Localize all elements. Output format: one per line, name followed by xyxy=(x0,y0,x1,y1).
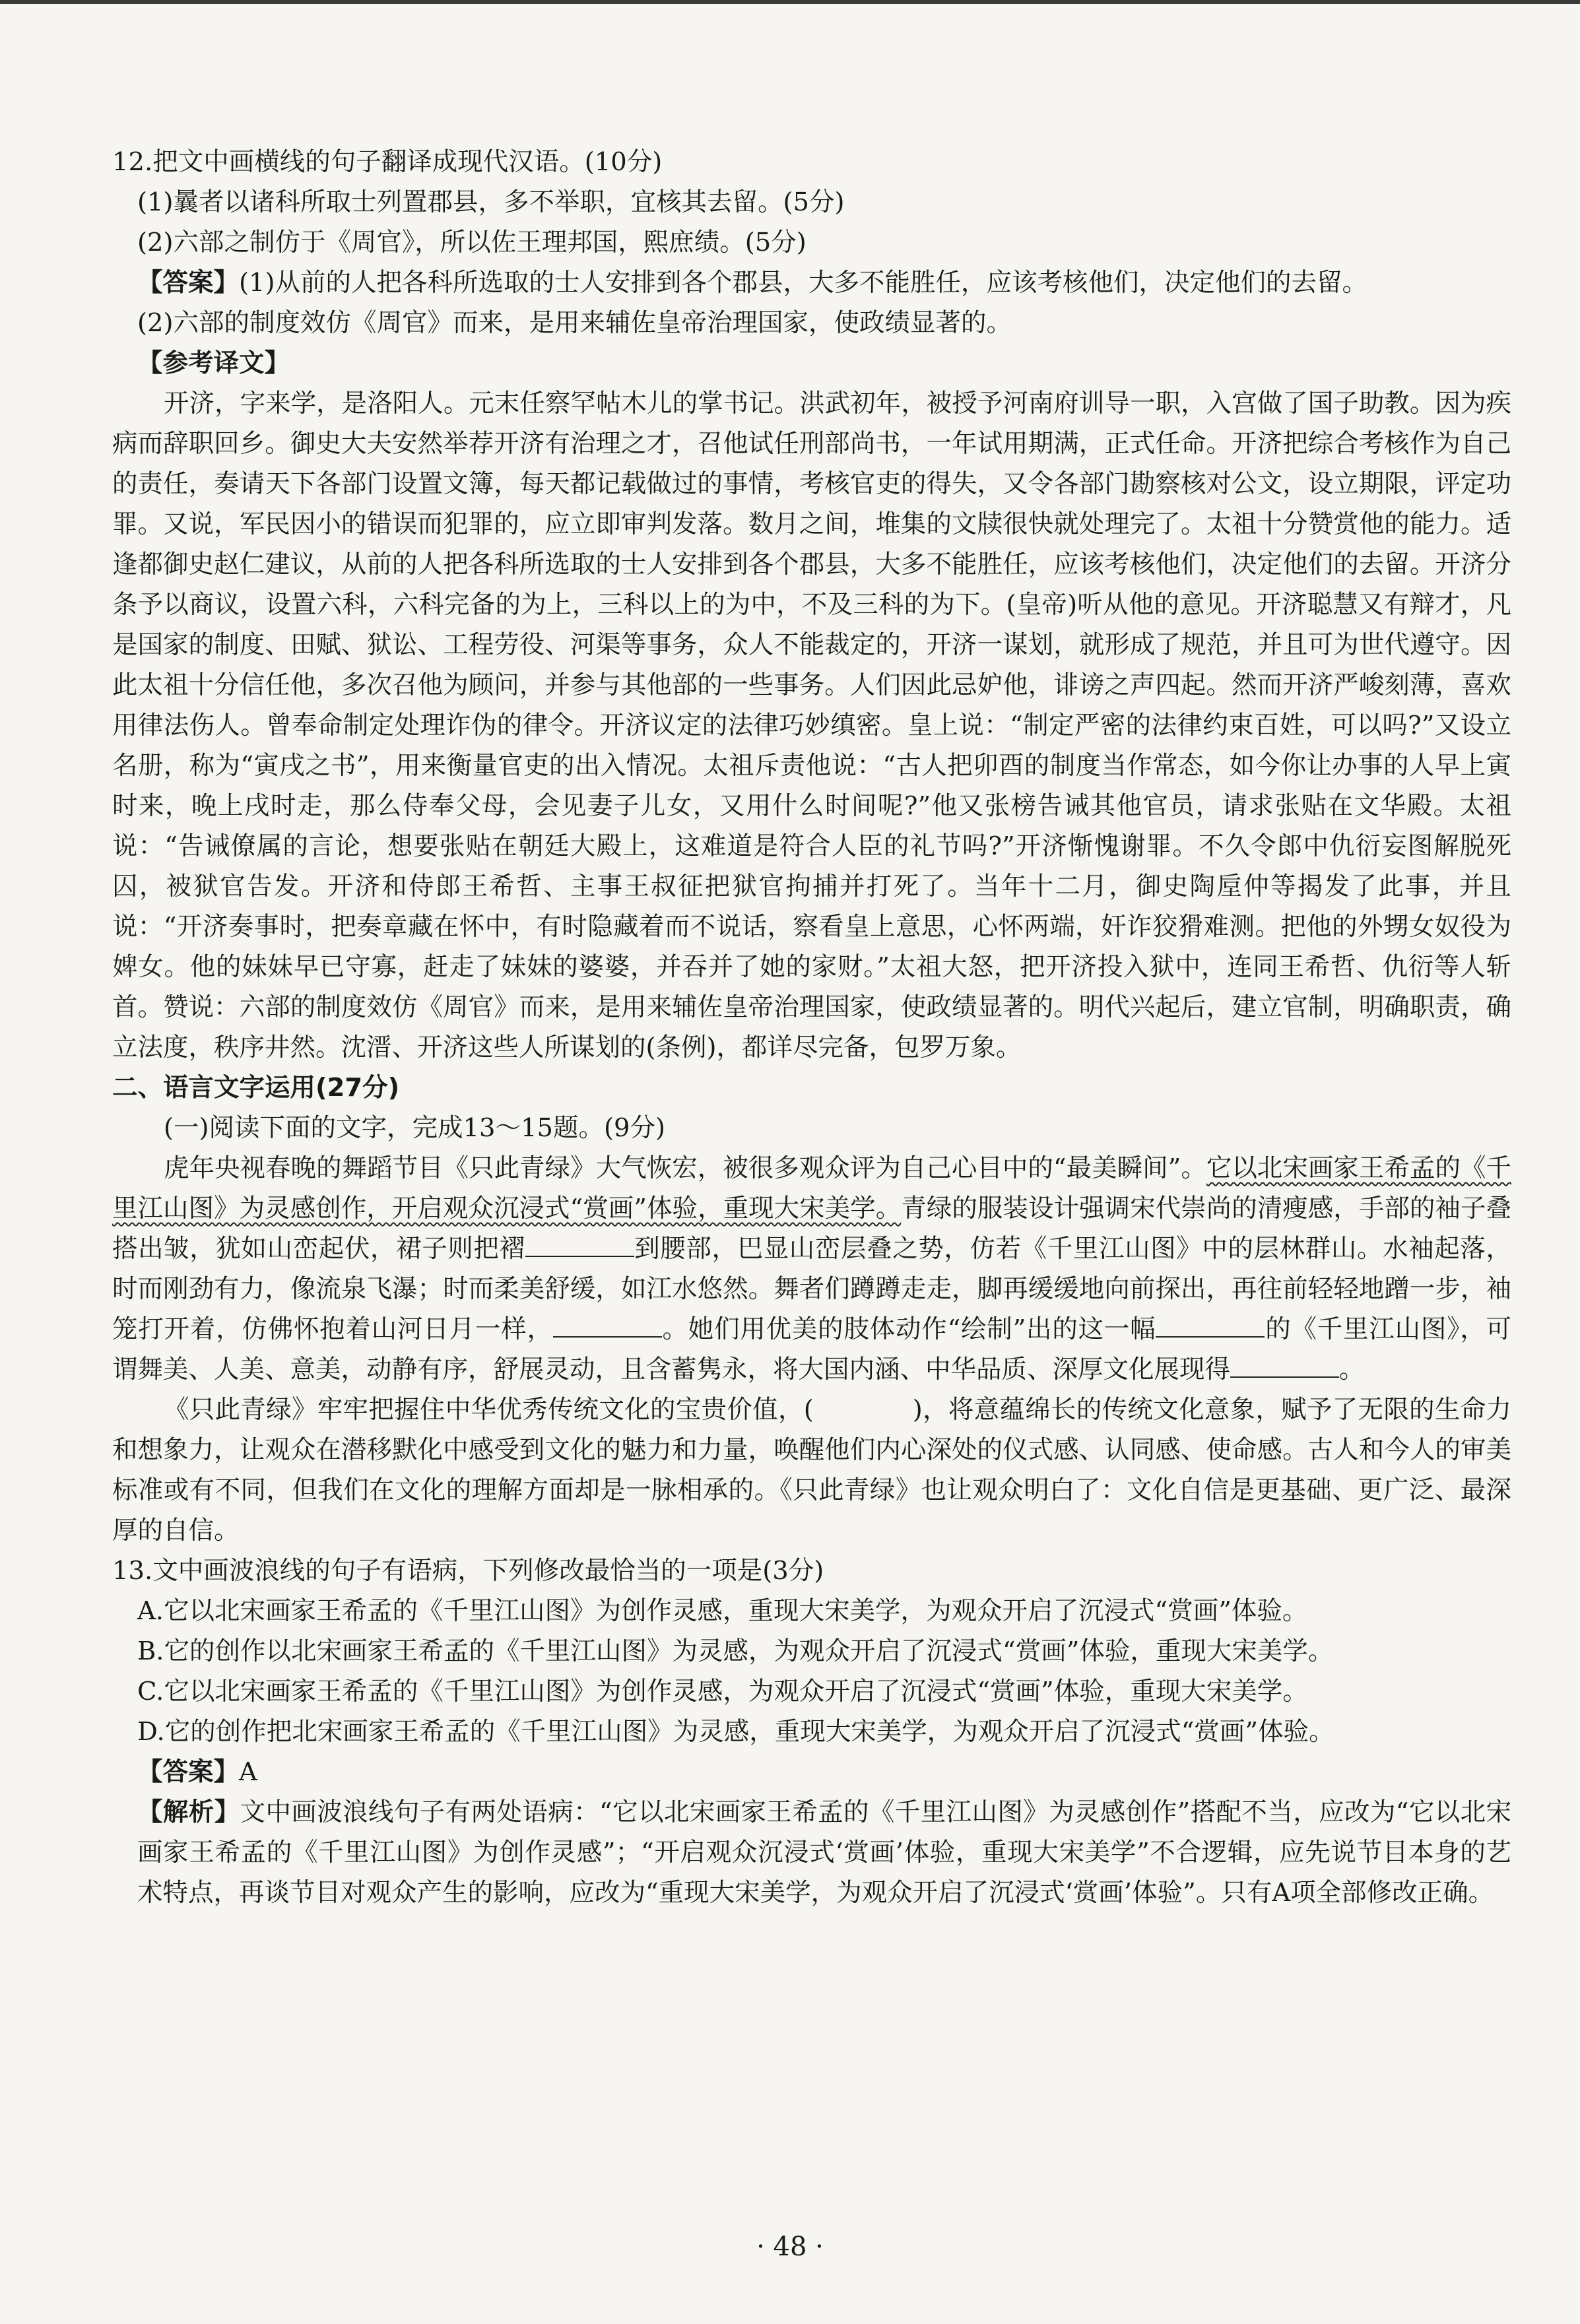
q13-answer xyxy=(112,1752,1511,1792)
q13-option-c: C.它以北宋画家王希孟的《千里江山图》为创作灵感，为观众开启了沉浸式“赏画”体验，重现大宋美学。 xyxy=(137,1677,1308,1706)
top-border xyxy=(0,0,1580,4)
passage-paragraph-2 xyxy=(112,1390,1511,1551)
passage-text: 的《千里江山图》，可谓舞美、人美、意美，动静有序，舒展灵动，且含蓄隽永，将大国内涵、中华品质、深厚文化展现得 xyxy=(112,1314,1511,1384)
q12-sentence-1: (1)曩者以诸科所取士列置郡县，多不举职，宜核其去留。(5分) xyxy=(137,187,845,217)
q13-analysis-text: 文中画波浪线句子有两处语病：“它以北宋画家王希孟的《千里江山图》为灵感创作”搭配不当，应改为“它以北宋画家王希孟的《千里江山图》为创作灵感”；“开启观众沉浸式‘赏画’体验，重现大宋美学”不合逻辑，应先说节目本身的艺术特点，再谈节目对观众产生的影响，应改为“重现大宋美学，为观众开启了沉浸式‘赏画’体验”。只有A项全部修改正确。 xyxy=(137,1797,1511,1908)
fill-blank-1 xyxy=(525,1232,634,1257)
q13-stem: 13.文中画波浪线的句子有语病，下列修改最恰当的一项是(3分) xyxy=(112,1556,824,1586)
document-page xyxy=(112,142,1511,1913)
answer-tag: 【答案】 xyxy=(137,268,240,298)
reference-translation: 开济，字来学，是洛阳人。元末任察罕帖木儿的掌书记。洪武初年，被授予河南府训导一职，入宫做了国子助教。因为疾病而辞职回乡。御史大夫安然举荐开济有治理之才，召他试任刑部尚书，一年试用期满，正式任命。开济把综合考核作为自己的责任，奏请天下各部门设置文簿，每天都记载做过的事情，考核官吏的得失，又令各部门勘察核对公文，设立期限，评定功罪。又说，军民因小的错误而犯罪的，应立即审判发落。数月之间，堆集的文牍很快就处理完了。太祖十分赞赏他的能力。适逢都御史赵仁建议，从前的人把各科所选取的士人安排到各个郡县，大多不能胜任，应该考核他们，决定他们的去留。开济分条予以商议，设置六科，六科完备的为上，三科以上的为中，不及三科的为下。(皇帝)听从他的意见。开济聪慧又有辩才，凡是国家的制度、田赋、狱讼、工程劳役、河渠等事务，众人不能裁定的，开济一谋划，就形成了规范，并且可为世代遵守。因此太祖十分信任他，多次召他为顾问，并参与其他部的一些事务。人们因此忌妒他，诽谤之声四起。然而开济严峻刻薄，喜欢用律法伤人。曾奉命制定处理诈伪的律令。开济议定的法律巧妙缜密。皇上说：“制定严密的法律约束百姓，可以吗?”又设立名册，称为“寅戌之书”，用来衡量官吏的出入情况。太祖斥责他说：“古人把卯酉的制度当作常态，如今你让办事的人早上寅时来，晚上戌时走，那么侍奉父母，会见妻子儿女，又用什么时间呢?”他又张榜告诫其他官员，请求张贴在文华殿。太祖说：“告诫僚属的言论，想要张贴在朝廷大殿上，这难道是符合人臣的礼节吗?”开济惭愧谢罪。不久令郎中仇衍妄图解脱死囚，被狱官告发。开济和侍郎王希哲、主事王叔征把狱官拘捕并打死了。当年十二月，御史陶垕仲等揭发了此事，并且说：“开济奏事时，把奏章藏在怀中，有时隐藏着而不说话，察看皇上意思，心怀两端，奸诈狡猾难测。把他的外甥女奴役为婢女。他的妹妹早已守寡，赶走了妹妹的婆婆，并吞并了她的家财。”太祖大怒，把开济投入狱中，连同王希哲、仇衍等人斩首。赞说：六部的制度效仿《周官》而来，是用来辅佐皇帝治理国家，使政绩显著的。明代兴起后，建立官制，明确职责，确立法度，秩序井然。沈溍、开济这些人所谋划的(条例)，都详尽完备，包罗万象。 xyxy=(112,389,1511,1062)
passage-text: 到腰部，巴显山峦层叠之势，仿若《千里江山图》中的层林群山。水袖起落，时而刚劲有力，像流泉飞瀑；时而柔美舒缓，如江水悠然。舞者们蹲蹲走走，脚再缓缓地向前探出，再往前轻轻地蹭一步，袖笼打开着，仿佛怀抱着山河日月一样， xyxy=(112,1234,1511,1344)
passage-paragraph-1 xyxy=(112,1148,1511,1390)
wavy-underlined-sentence: 它以北宋画家王希孟的《千里江山图》为灵感创作，开启观众沉浸式“赏画”体验，重现大宋美学。 xyxy=(112,1153,1511,1223)
page-number: · 48 · xyxy=(756,2232,824,2262)
passage-text: 。她们用优美的肢体动作“绘制”出的这一幅 xyxy=(661,1314,1156,1344)
q12-answer-1: (1)从前的人把各科所选取的士人安排到各个郡县，大多不能胜任，应该考核他们，决定他们的去留。 xyxy=(239,268,1368,298)
q13-answer-value: A xyxy=(239,1757,257,1787)
q13-option-b: B.它的创作以北宋画家王希孟的《千里江山图》为灵感，为观众开启了沉浸式“赏画”体验，重现大宋美学。 xyxy=(137,1636,1334,1666)
q12-sentence-2: (2)六部之制仿于《周官》，所以佐王理邦国，熙庶绩。(5分) xyxy=(137,228,806,257)
q12-stem: 12.把文中画横线的句子翻译成现代汉语。(10分) xyxy=(112,147,663,177)
reference-translation-tag: 【参考译文】 xyxy=(137,348,290,378)
q12-answer-2: (2)六部的制度效仿《周官》而来，是用来辅佐皇帝治理国家，使政绩显著的。 xyxy=(137,308,1012,338)
section-2-subheading: (一)阅读下面的文字，完成13～15题。(9分) xyxy=(164,1113,666,1143)
q13-analysis xyxy=(112,1792,1511,1913)
fill-blank-2 xyxy=(553,1312,662,1338)
passage-text: )，将意蕴绵长的传统文化意象，赋予了无限的生命力和想象力，让观众在潜移默化中感受到文化的魅力和力量，唤醒他们内心深处的仪式感、认同感、使命感。古人和今人的审美标准或有不同，但我们在文化的理解方面却是一脉相承的。《只此青绿》也让观众明白了：文化自信是更基础、更广泛、最深厚的自信。 xyxy=(112,1395,1511,1545)
passage-text: 青绿的服装设计强调宋代崇尚的清瘦感，手部的袖子叠搭出皱，犹如山峦起伏，裙子则把褶 xyxy=(112,1194,1511,1264)
q12-answer xyxy=(112,263,1511,303)
answer-tag: 【答案】 xyxy=(137,1757,240,1787)
passage-text: 虎年央视春晚的舞蹈节目《只此青绿》大气恢宏，被很多观众评为自己心目中的“最美瞬间”。 xyxy=(164,1153,1206,1183)
section-2-heading: 二、语言文字运用(27分) xyxy=(112,1073,400,1103)
passage-text: 《只此青绿》牢牢把握住中华优秀传统文化的宝贵价值，( xyxy=(164,1395,814,1425)
q13-option-a: A.它以北宋画家王希孟的《千里江山图》为创作灵感，重现大宋美学，为观众开启了沉浸式“赏画”体验。 xyxy=(137,1596,1308,1626)
q13-option-d: D.它的创作把北宋画家王希孟的《千里江山图》为灵感，重现大宋美学，为观众开启了沉浸式“赏画”体验。 xyxy=(137,1717,1334,1747)
analysis-tag: 【解析】 xyxy=(137,1797,240,1827)
passage-text: 。 xyxy=(1339,1355,1365,1384)
fill-blank-4 xyxy=(1230,1353,1339,1378)
fill-blank-3 xyxy=(1156,1312,1265,1338)
